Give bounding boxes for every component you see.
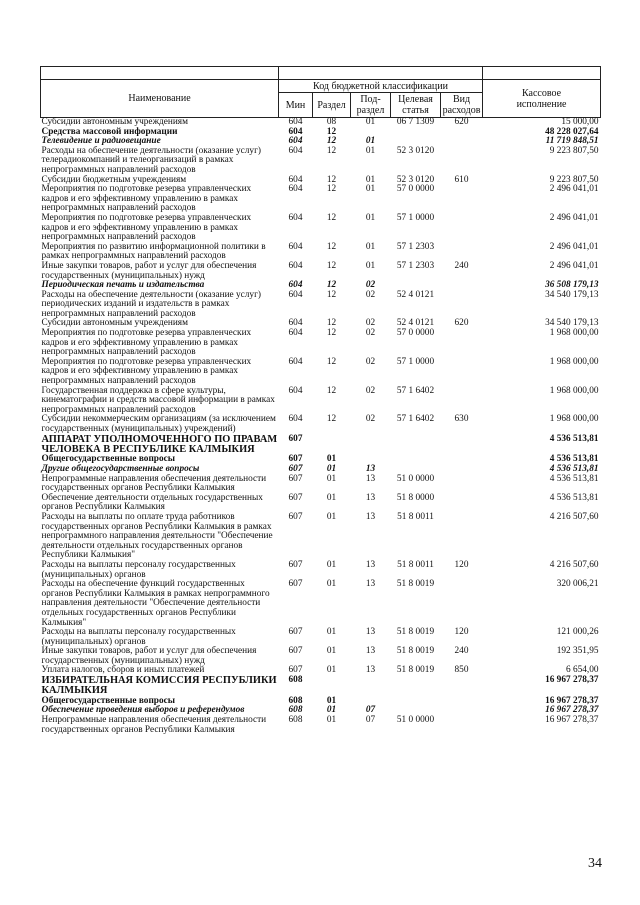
cell-sum: 2 496 041,01 bbox=[549, 241, 599, 252]
cell-razdel: 01 bbox=[326, 559, 337, 570]
cell-min: 604 bbox=[288, 414, 303, 425]
cell-min: 604 bbox=[288, 184, 303, 195]
cell-min: 607 bbox=[288, 511, 303, 522]
cell-podrazdel: 07 bbox=[365, 705, 376, 716]
cell-sum: 15 000,00 bbox=[561, 117, 599, 127]
table-row bbox=[41, 513, 601, 561]
cell-celevaya: 51 0 0000 bbox=[396, 473, 435, 484]
cell-sum: 11 719 848,51 bbox=[545, 136, 599, 147]
cell-razdel bbox=[313, 676, 351, 697]
cell-celevaya: 52 4 0121 bbox=[396, 318, 435, 329]
cell-celevaya: 52 4 0121 bbox=[396, 289, 435, 300]
cell-podrazdel: 13 bbox=[365, 559, 376, 570]
cell-name: Мероприятия по подготовке резерва управленческих кадров и его эффективному управлению в рамках непрограммных направлений расходов bbox=[41, 184, 252, 214]
cell-vid: 120 bbox=[454, 627, 469, 638]
cell-min: 607 bbox=[288, 646, 303, 657]
header-min: Мин bbox=[279, 93, 313, 118]
cell-name: Расходы на выплаты по оплате труда работников государственных органов Республики Калмыкия в рамках непрограммного направления деятельности "Обеспечение деятельности отдельных государственных органов Республики Калмыкия" bbox=[41, 511, 273, 561]
cell-celevaya: 57 0 0000 bbox=[396, 184, 435, 195]
cell-min: 607 bbox=[288, 464, 303, 474]
cell-podrazdel: 02 bbox=[365, 414, 376, 425]
cell-vid bbox=[441, 387, 483, 416]
cell-podrazdel bbox=[351, 676, 391, 697]
table-row bbox=[41, 147, 601, 176]
cell-min: 607 bbox=[288, 665, 303, 676]
cell-podrazdel: 02 bbox=[365, 356, 376, 367]
cell-vid bbox=[441, 281, 483, 291]
cell-sum: 4 536 513,81 bbox=[549, 454, 599, 465]
header-code-group: Код бюджетной классификации bbox=[279, 80, 483, 93]
cell-sum: 16 967 278,37 bbox=[545, 715, 599, 726]
table-row bbox=[41, 329, 601, 358]
cell-vid bbox=[441, 243, 483, 262]
header-kassa: Кассовое исполнение bbox=[483, 80, 601, 118]
cell-podrazdel: 01 bbox=[365, 241, 376, 252]
cell-min: 604 bbox=[288, 356, 303, 367]
page-number: 34 bbox=[588, 856, 602, 871]
cell-razdel: 08 bbox=[326, 117, 337, 127]
cell-podrazdel: 13 bbox=[365, 473, 376, 484]
cell-name: Мероприятия по подготовке резерва управленческих кадров и его эффективному управлению в рамках непрограммных направлений расходов bbox=[41, 356, 252, 387]
cell-min: 608 bbox=[288, 715, 303, 726]
cell-min: 604 bbox=[288, 117, 303, 127]
header-spacer bbox=[279, 67, 483, 80]
cell-min: 607 bbox=[288, 473, 303, 484]
cell-vid bbox=[441, 358, 483, 387]
cell-celevaya: 51 8 0019 bbox=[396, 665, 435, 676]
cell-sum: 1 968 000,00 bbox=[549, 385, 599, 396]
cell-celevaya bbox=[391, 455, 441, 465]
cell-celevaya bbox=[391, 128, 441, 138]
cell-vid: 620 bbox=[454, 117, 469, 127]
cell-min: 607 bbox=[288, 627, 303, 638]
cell-podrazdel: 07 bbox=[365, 715, 376, 726]
cell-vid bbox=[441, 716, 483, 735]
cell-name: Общегосударственные вопросы bbox=[41, 695, 176, 706]
cell-podrazdel: 01 bbox=[365, 174, 376, 185]
table-row bbox=[41, 716, 601, 735]
cell-name: Субсидии бюджетным учреждениям bbox=[41, 174, 187, 185]
cell-celevaya: 51 8 0019 bbox=[396, 646, 435, 657]
cell-podrazdel: 01 bbox=[365, 117, 376, 127]
table-row bbox=[41, 262, 601, 281]
cell-celevaya: 57 1 6402 bbox=[396, 385, 435, 396]
cell-vid bbox=[441, 214, 483, 243]
cell-min: 604 bbox=[288, 145, 303, 156]
cell-vid bbox=[441, 147, 483, 176]
cell-name: Средства массовой информации bbox=[41, 126, 178, 137]
cell-vid bbox=[441, 291, 483, 320]
cell-min: 608 bbox=[288, 705, 303, 716]
cell-name: Обеспечение проведения выборов и референдумов bbox=[41, 705, 245, 716]
cell-name: Мероприятия по подготовке резерва управленческих кадров и его эффективному управлению в рамках непрограммных направлений расходов bbox=[41, 212, 252, 243]
cell-podrazdel: 13 bbox=[365, 646, 376, 657]
cell-razdel: 01 bbox=[326, 464, 337, 474]
cell-celevaya bbox=[391, 435, 441, 456]
cell-sum: 192 351,95 bbox=[556, 646, 599, 657]
cell-vid bbox=[441, 697, 483, 707]
cell-podrazdel: 13 bbox=[365, 665, 376, 676]
cell-vid: 630 bbox=[454, 414, 469, 425]
cell-sum: 34 540 179,13 bbox=[545, 318, 599, 329]
cell-celevaya: 52 3 0120 bbox=[396, 145, 435, 156]
table-row bbox=[41, 676, 601, 697]
cell-podrazdel: 01 bbox=[365, 145, 376, 156]
cell-celevaya: 06 7 1309 bbox=[396, 117, 435, 127]
cell-razdel: 12 bbox=[326, 241, 337, 252]
cell-celevaya bbox=[391, 676, 441, 697]
cell-razdel: 12 bbox=[326, 212, 337, 223]
cell-sum: 4 536 513,81 bbox=[549, 464, 599, 474]
cell-podrazdel: 01 bbox=[365, 212, 376, 223]
cell-celevaya: 51 0 0000 bbox=[396, 715, 435, 726]
cell-name: Непрограммные направления обеспечения деятельности государственных органов Республики Калмыкия bbox=[41, 473, 267, 494]
cell-vid bbox=[441, 494, 483, 513]
cell-razdel: 12 bbox=[326, 145, 337, 156]
budget-table bbox=[40, 66, 601, 735]
cell-razdel: 12 bbox=[326, 385, 337, 396]
cell-vid bbox=[441, 676, 483, 697]
cell-name: Непрограммные направления обеспечения деятельности государственных органов Республики Калмыкия bbox=[41, 715, 267, 735]
cell-name: ИЗБИРАТЕЛЬНАЯ КОМИССИЯ РЕСПУБЛИКИ КАЛМЫКИЯ bbox=[41, 675, 277, 697]
cell-sum: 36 508 179,13 bbox=[545, 280, 599, 291]
cell-name: Обеспечение деятельности отдельных государственных органов Республики Калмыкия bbox=[41, 492, 263, 513]
cell-vid bbox=[441, 455, 483, 465]
cell-sum: 4 536 513,81 bbox=[549, 473, 599, 484]
header-spacer bbox=[483, 67, 601, 80]
cell-podrazdel: 01 bbox=[365, 136, 376, 147]
cell-celevaya bbox=[391, 697, 441, 707]
table-row bbox=[41, 561, 601, 580]
cell-min: 604 bbox=[288, 136, 303, 147]
cell-razdel: 01 bbox=[326, 492, 337, 503]
cell-vid bbox=[441, 580, 483, 628]
table-row bbox=[41, 475, 601, 494]
cell-celevaya: 57 0 0000 bbox=[396, 328, 435, 339]
cell-razdel: 12 bbox=[326, 318, 337, 329]
cell-vid bbox=[441, 185, 483, 214]
header-podrazdel: Под- раздел bbox=[351, 93, 391, 118]
cell-min: 607 bbox=[288, 492, 303, 503]
table-row bbox=[41, 243, 601, 262]
cell-razdel: 12 bbox=[326, 126, 337, 137]
cell-min: 604 bbox=[288, 318, 303, 329]
cell-razdel: 01 bbox=[326, 705, 337, 716]
cell-celevaya: 51 8 0011 bbox=[397, 559, 434, 570]
cell-podrazdel: 13 bbox=[365, 579, 376, 590]
cell-min: 608 bbox=[288, 675, 303, 686]
cell-vid bbox=[441, 435, 483, 456]
cell-podrazdel: 02 bbox=[365, 318, 376, 329]
cell-min: 604 bbox=[288, 212, 303, 223]
cell-name: Расходы на обеспечение функций государственных органов Республики Калмыкия в рамках непрограммного направления деятельности "Обеспечение деятельности отдельных государственных органов Республики Калмыкия" bbox=[41, 579, 270, 628]
cell-min: 607 bbox=[288, 433, 303, 444]
cell-sum: 121 000,26 bbox=[556, 627, 599, 638]
cell-podrazdel: 13 bbox=[365, 511, 376, 522]
cell-razdel: 12 bbox=[326, 174, 337, 185]
header-razdel: Раздел bbox=[313, 93, 351, 118]
cell-celevaya: 51 8 0019 bbox=[396, 627, 435, 638]
cell-razdel: 12 bbox=[326, 289, 337, 300]
cell-sum: 9 223 807,50 bbox=[549, 174, 599, 185]
cell-vid bbox=[441, 329, 483, 358]
table-row bbox=[41, 647, 601, 666]
cell-min: 604 bbox=[288, 289, 303, 300]
cell-razdel: 01 bbox=[326, 665, 337, 676]
cell-min: 604 bbox=[288, 280, 303, 291]
cell-razdel: 01 bbox=[326, 715, 337, 726]
cell-podrazdel: 02 bbox=[365, 385, 376, 396]
cell-sum: 2 496 041,01 bbox=[549, 260, 599, 271]
cell-min: 604 bbox=[288, 385, 303, 396]
header-celevaya: Целевая статья bbox=[391, 93, 441, 118]
cell-razdel bbox=[313, 435, 351, 456]
cell-razdel: 12 bbox=[326, 328, 337, 339]
header-name: Наименование bbox=[41, 80, 279, 118]
cell-razdel: 12 bbox=[326, 356, 337, 367]
cell-name: Расходы на обеспечение деятельности (оказание услуг) телерадиокомпаний и телеорганизаций в рамках непрограммных направлений расходов bbox=[41, 145, 261, 175]
cell-celevaya: 57 1 0000 bbox=[396, 356, 435, 367]
cell-name: Мероприятия по подготовке резерва управленческих кадров и его эффективному управлению в рамках непрограммных направлений расходов bbox=[41, 328, 252, 358]
table-row bbox=[41, 387, 601, 416]
cell-vid: 610 bbox=[454, 174, 469, 185]
cell-celevaya: 57 1 2303 bbox=[396, 241, 435, 252]
cell-vid: 620 bbox=[454, 318, 469, 329]
cell-sum: 1 968 000,00 bbox=[549, 356, 599, 367]
cell-min: 607 bbox=[288, 454, 303, 465]
cell-name: АППАРАТ УПОЛНОМОЧЕННОГО ПО ПРАВАМ ЧЕЛОВЕКА В РЕСПУБЛИКЕ КАЛМЫКИЯ bbox=[41, 433, 278, 455]
cell-name: Расходы на выплаты персоналу государственных (муниципальных) органов bbox=[41, 627, 236, 647]
cell-celevaya: 52 3 0120 bbox=[396, 174, 435, 185]
cell-vid bbox=[441, 475, 483, 494]
cell-name: Субсидии автономным учреждениям bbox=[41, 318, 188, 329]
cell-sum: 4 216 507,60 bbox=[549, 559, 599, 570]
cell-name: Расходы на выплаты персоналу государственных (муниципальных) органов bbox=[41, 559, 236, 580]
cell-sum: 2 496 041,01 bbox=[549, 212, 599, 223]
cell-vid bbox=[441, 137, 483, 147]
cell-razdel: 01 bbox=[326, 511, 337, 522]
table-row bbox=[41, 291, 601, 320]
cell-min: 604 bbox=[288, 260, 303, 271]
cell-vid: 120 bbox=[454, 559, 469, 570]
table-row bbox=[41, 435, 601, 456]
cell-min: 604 bbox=[288, 241, 303, 252]
cell-sum: 16 967 278,37 bbox=[545, 695, 599, 706]
cell-razdel: 01 bbox=[326, 627, 337, 638]
table-row bbox=[41, 628, 601, 647]
cell-razdel: 12 bbox=[326, 414, 337, 425]
cell-min: 607 bbox=[288, 559, 303, 570]
cell-sum: 4 536 513,81 bbox=[549, 492, 599, 503]
cell-min: 604 bbox=[288, 174, 303, 185]
cell-name: Телевидение и радиовещание bbox=[41, 136, 161, 147]
cell-vid bbox=[441, 706, 483, 716]
table-row bbox=[41, 494, 601, 513]
cell-sum: 1 968 000,00 bbox=[549, 328, 599, 339]
cell-podrazdel bbox=[351, 435, 391, 456]
cell-vid bbox=[441, 513, 483, 561]
cell-podrazdel: 13 bbox=[365, 492, 376, 503]
cell-razdel: 12 bbox=[326, 280, 337, 291]
cell-vid: 240 bbox=[454, 646, 469, 657]
table-row bbox=[41, 185, 601, 214]
table-row bbox=[41, 358, 601, 387]
cell-min: 607 bbox=[288, 579, 303, 590]
cell-vid: 850 bbox=[454, 665, 469, 676]
cell-razdel: 01 bbox=[326, 454, 337, 465]
table-header bbox=[41, 67, 601, 118]
cell-podrazdel: 13 bbox=[365, 627, 376, 638]
cell-name: Мероприятия по развитию информационной политики в рамках непрограммных направлений расходов bbox=[41, 241, 266, 262]
cell-sum: 16 967 278,37 bbox=[545, 675, 599, 686]
table-body bbox=[41, 118, 601, 736]
cell-name: Периодическая печать и издательства bbox=[41, 280, 205, 291]
cell-podrazdel: 02 bbox=[365, 280, 376, 291]
cell-sum: 6 654,00 bbox=[565, 665, 599, 676]
cell-name: Другие общегосударственные вопросы bbox=[41, 464, 200, 474]
cell-celevaya: 51 8 0000 bbox=[396, 492, 435, 503]
cell-sum: 320 006,21 bbox=[556, 579, 599, 590]
budget-document bbox=[40, 66, 600, 735]
cell-sum: 2 496 041,01 bbox=[549, 184, 599, 195]
cell-razdel: 01 bbox=[326, 579, 337, 590]
cell-razdel: 12 bbox=[326, 136, 337, 147]
cell-celevaya: 57 1 0000 bbox=[396, 212, 435, 223]
cell-name: Расходы на обеспечение деятельности (оказание услуг) периодических изданий и издательств в рамках непрограммных направлений расходов bbox=[41, 289, 261, 319]
cell-podrazdel: 01 bbox=[365, 184, 376, 195]
cell-sum: 4 216 507,60 bbox=[549, 511, 599, 522]
table-row bbox=[41, 580, 601, 628]
cell-celevaya: 57 1 6402 bbox=[396, 414, 435, 425]
cell-podrazdel: 01 bbox=[365, 260, 376, 271]
cell-razdel: 12 bbox=[326, 184, 337, 195]
cell-razdel: 01 bbox=[326, 695, 337, 706]
header-vid: Вид расходов bbox=[441, 93, 483, 118]
table-row bbox=[41, 415, 601, 434]
cell-sum: 4 536 513,81 bbox=[549, 433, 599, 444]
cell-podrazdel: 13 bbox=[365, 464, 376, 474]
cell-sum: 34 540 179,13 bbox=[545, 289, 599, 300]
cell-min: 604 bbox=[288, 126, 303, 137]
cell-razdel: 01 bbox=[326, 473, 337, 484]
cell-name: Иные закупки товаров, работ и услуг для обеспечения государственных (муниципальных) нужд bbox=[41, 646, 257, 666]
cell-sum: 1 968 000,00 bbox=[549, 414, 599, 425]
cell-min: 604 bbox=[288, 328, 303, 339]
cell-min: 608 bbox=[288, 695, 303, 706]
cell-name: Субсидии некоммерческим организациям (за исключением государственных (муниципальных) учреждений) bbox=[41, 414, 276, 434]
cell-celevaya: 51 8 0019 bbox=[396, 579, 435, 590]
cell-name: Общегосударственные вопросы bbox=[41, 454, 176, 465]
cell-vid bbox=[441, 128, 483, 138]
cell-podrazdel: 02 bbox=[365, 289, 376, 300]
cell-vid bbox=[441, 465, 483, 475]
cell-sum: 48 228 027,64 bbox=[545, 126, 599, 137]
cell-name: Иные закупки товаров, работ и услуг для обеспечения государственных (муниципальных) нужд bbox=[41, 260, 257, 281]
cell-name: Субсидии автономным учреждениям bbox=[41, 117, 188, 127]
cell-vid: 240 bbox=[454, 260, 469, 271]
table-row bbox=[41, 214, 601, 243]
cell-podrazdel: 02 bbox=[365, 328, 376, 339]
cell-razdel: 12 bbox=[326, 260, 337, 271]
cell-razdel: 01 bbox=[326, 646, 337, 657]
cell-celevaya: 57 1 2303 bbox=[396, 260, 435, 271]
cell-name: Государственная поддержка в сфере культуры, кинематографии и средств массовой информации в рамках непрограммных направлений расходов bbox=[41, 385, 275, 415]
cell-sum: 9 223 807,50 bbox=[549, 145, 599, 156]
header-spacer bbox=[41, 67, 279, 80]
cell-name: Уплата налогов, сборов и иных платежей bbox=[41, 665, 205, 676]
cell-sum: 16 967 278,37 bbox=[545, 705, 599, 716]
cell-celevaya: 51 8 0011 bbox=[397, 511, 434, 522]
